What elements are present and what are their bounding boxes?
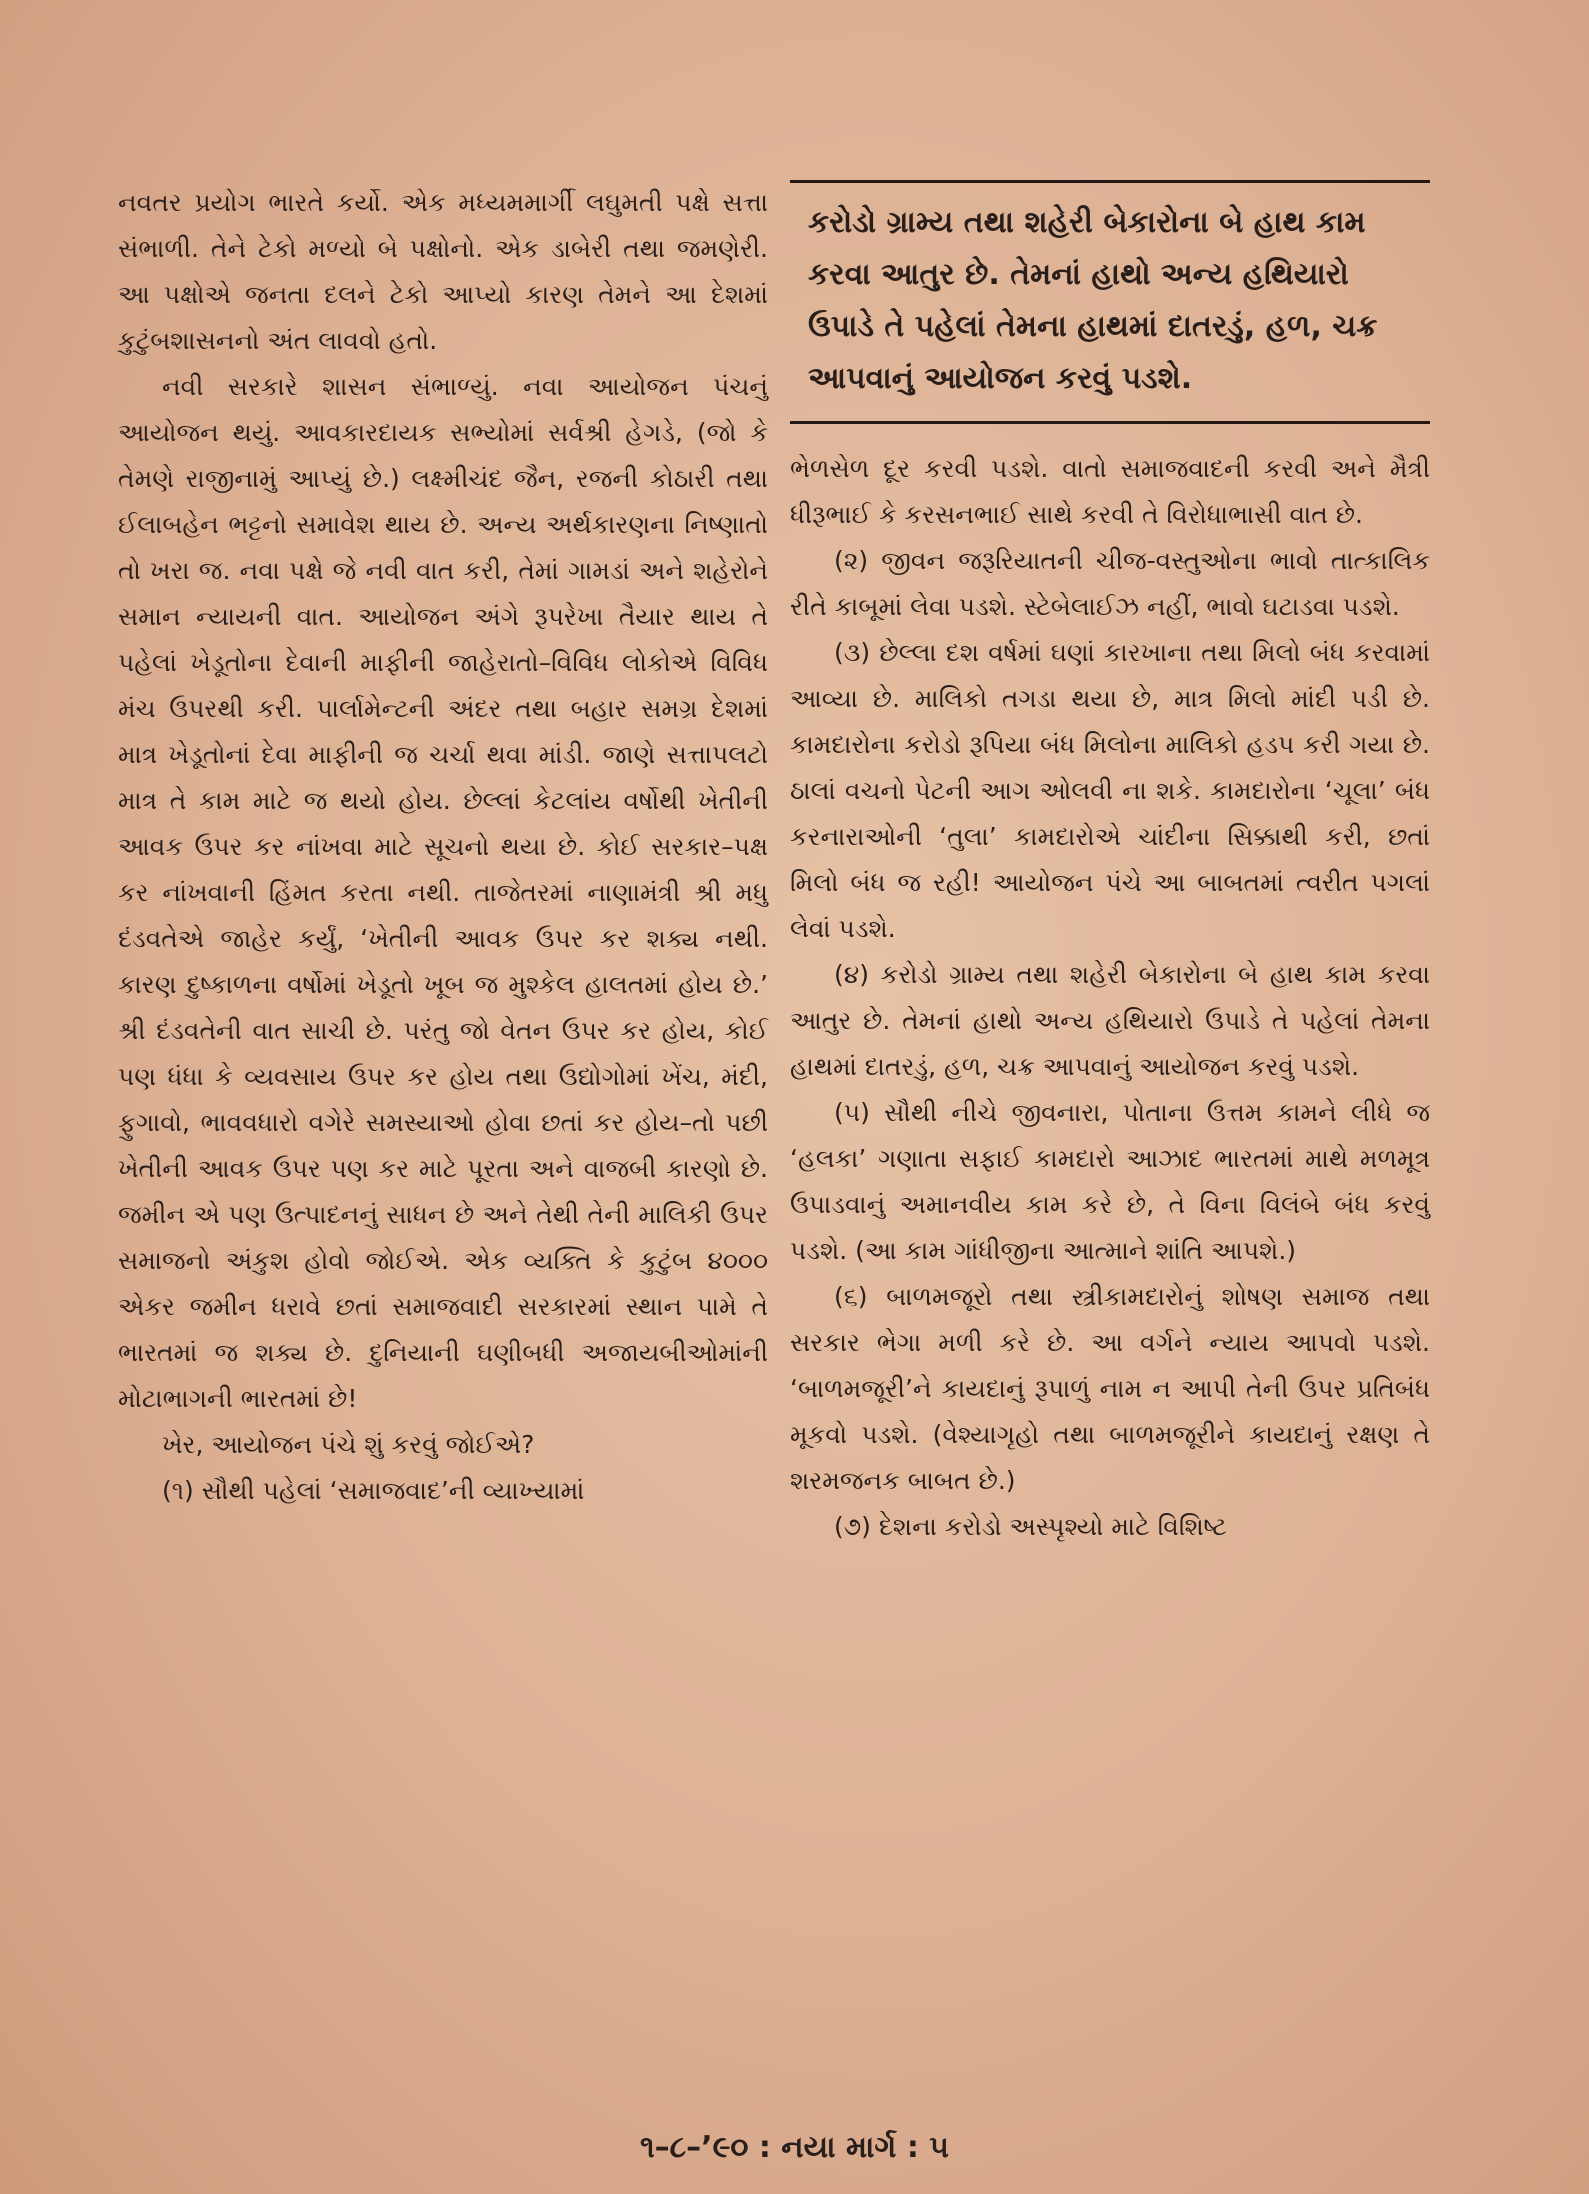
paragraph: નવી સરકારે શાસન સંભાળ્યું. નવા આયોજન પંચનું આયોજન થયું. આવકારદાયક સભ્યોમાં સર્વશ્રી હેગડે, (જો કે તેમણે રાજીનામું આપ્યું છે.) લક્ષ્મીચંદ જૈન, રજની કોઠારી તથા ઈલાબહેન ભટ્ટનો સમાવેશ થાય છે. અન્ય અર્થકારણના નિષ્ણાતો તો ખરા જ. નવા પક્ષે જે નવી વાત કરી, તેમાં ગામડાં અને શહેરોને સમાન ન્યાયની વાત. આયોજન અંગે રૂપરેખા તૈયાર થાય તે પહેલાં ખેડૂતોના દેવાની માફીની જાહેરાતો–વિવિધ લોકોએ વિવિધ મંચ ઉપરથી કરી. પાર્લામેન્ટની અંદર તથા બહાર સમગ્ર દેશમાં માત્ર ખેડૂતોનાં દેવા માફીની જ ચર્ચા થવા માંડી. જાણે સત્તાપલટો માત્ર તે કામ માટે જ થયો હોય. છેલ્લાં કેટલાંય વર્ષોથી ખેતીની આવક ઉપર કર નાંખવા માટે સૂચનો થયા છે. કોઈ સરકાર–પક્ષ કર નાંખવાની હિંમત કરતા નથી. તાજેતરમાં નાણામંત્રી શ્રી મધુ દંડવતેએ જાહેર કર્યું, ‘ખેતીની આવક ઉપર કર શક્ય નથી. કારણ દુષ્કાળના વર્ષોમાં ખેડૂતો ખૂબ જ મુશ્કેલ હાલતમાં હોય છે.’ શ્રી દંડવતેની વાત સાચી છે. પરંતુ જો વેતન ઉપર કર હોય, કોઈ પણ ધંધા કે વ્યવસાય ઉપર કર હોય તથા ઉદ્યોગોમાં ખેંચ, મંદી, ફુગાવો, ભાવવધારો વગેરે સમસ્યાઓ હોવા છતાં કર હોય–તો પછી ખેતીની આવક ઉપર પણ કર માટે પૂરતા અને વાજબી કારણો છે. જમીન એ પણ ઉત્પાદનનું સાધન છે અને તેથી તેની માલિકી ઉપર સમાજનો અંકુશ હોવો જોઈએ. એક વ્યક્તિ કે કુટુંબ ૪૦૦૦ એકર જમીન ધરાવે છતાં સમાજવાદી સરકારમાં સ્થાન પામે તે ભારતમાં જ શક્ય છે. દુનિયાની ઘણીબધી અજાયબીઓમાંની મોટાભાગની ભારતમાં છે! (118, 372, 768, 1413)
paragraph: (૪) કરોડો ગ્રામ્ય તથા શહેરી બેકારોના બે હાથ કામ કરવા આતુર છે. તેમનાં હાથો અન્ય હથિયારો ઉપાડે તે પહેલાં તેમના હાથમાં દાતરડું, હળ, ચક્ર આપવાનું આયોજન કરવું પડશે. (790, 960, 1430, 1081)
paragraph: (૫) સૌથી નીચે જીવનારા, પોતાના ઉત્તમ કામને લીધે જ ‘હલકા’ ગણાતા સફાઈ કામદારો આઝાદ ભારતમાં માથે મળમૂત્ર ઉપાડવાનું અમાનવીય કામ કરે છે, તે વિના વિલંબે બંધ કરવું પડશે. (આ કામ ગાંધીજીના આત્માને શાંતિ આપશે.) (790, 1098, 1430, 1265)
pull-quote-text: કરોડો ગ્રામ્ય તથા શહેરી બેકારોના બે હાથ કામ કરવા આતુર છે. તેમનાં હાથો અન્ય હથિયારો ઉપાડે તે પહેલાં તેમના હાથમાં દાતરડું, હળ, ચક્ર આપવાનું આયોજન કરવું પડશે. (808, 205, 1378, 396)
paragraph: (૩) છેલ્લા દશ વર્ષમાં ઘણાં કારખાના તથા મિલો બંધ કરવામાં આવ્યા છે. માલિકો તગડા થયા છે, માત્ર મિલો માંદી પડી છે. કામદારોના કરોડો રૂપિયા બંધ મિલોના માલિકો હડપ કરી ગયા છે. ઠાલાં વચનો પેટની આગ ઓલવી ના શકે. કામદારોના ‘ચૂલા’ બંધ કરનારાઓની ‘તુલા’ કામદારોએ ચાંદીના સિક્કાથી કરી, છતાં મિલો બંધ જ રહી! આયોજન પંચે આ બાબતમાં ત્વરીત પગલાં લેવાં પડશે. (790, 638, 1430, 943)
pull-quote (790, 180, 1430, 424)
paragraph: ખેર, આયોજન પંચે શું કરવું જોઈએ? (162, 1430, 535, 1459)
page-footer: ૧–૮–’૯૦ : નયા માર્ગ : ૫ (639, 2130, 950, 2165)
paragraph: (૧) સૌથી પહેલાં ‘સમાજવાદ’ની વ્યાખ્યામાં (162, 1476, 585, 1505)
right-column-body (790, 446, 1430, 1550)
paragraph: (૬) બાળમજૂરો તથા સ્ત્રીકામદારોનું શોષણ સમાજ તથા સરકાર ભેગા મળી કરે છે. આ વર્ગને ન્યાય આપવો પડશે. ‘બાળમજૂરી’ને કાયદાનું રૂપાળું નામ ન આપી તેની ઉપર પ્રતિબંધ મૂકવો પડશે. (વેશ્યાગૃહો તથા બાળમજૂરીને કાયદાનું રક્ષણ તે શરમજનક બાબત છે.) (790, 1282, 1430, 1495)
right-column (790, 180, 1430, 1550)
paragraph: (૭) દેશના કરોડો અસ્પૃશ્યો માટે વિશિષ્ટ (834, 1512, 1227, 1541)
paragraph: ભેળસેળ દૂર કરવી પડશે. વાતો સમાજવાદની કરવી અને મૈત્રી ધીરૂભાઈ કે કરસનભાઈ સાથે કરવી તે વિરોધાભાસી વાત છે. (790, 454, 1430, 529)
left-column (118, 180, 768, 1514)
paragraph: (૨) જીવન જરૂરિયાતની ચીજ-વસ્તુઓના ભાવો તાત્કાલિક રીતે કાબૂમાં લેવા પડશે. સ્ટેબેલાઈઝ નહીં, ભાવો ઘટાડવા પડશે. (790, 546, 1430, 621)
paragraph: નવતર પ્રયોગ ભારતે કર્યો. એક મધ્યમમાર્ગી લઘુમતી પક્ષે સત્તા સંભાળી. તેને ટેકો મળ્યો બે પક્ષોનો. એક ડાબેરી તથા જમણેરી. આ પક્ષોએ જનતા દલને ટેકો આપ્યો કારણ તેમને આ દેશમાં કુટુંબશાસનનો અંત લાવવો હતો. (118, 188, 768, 355)
